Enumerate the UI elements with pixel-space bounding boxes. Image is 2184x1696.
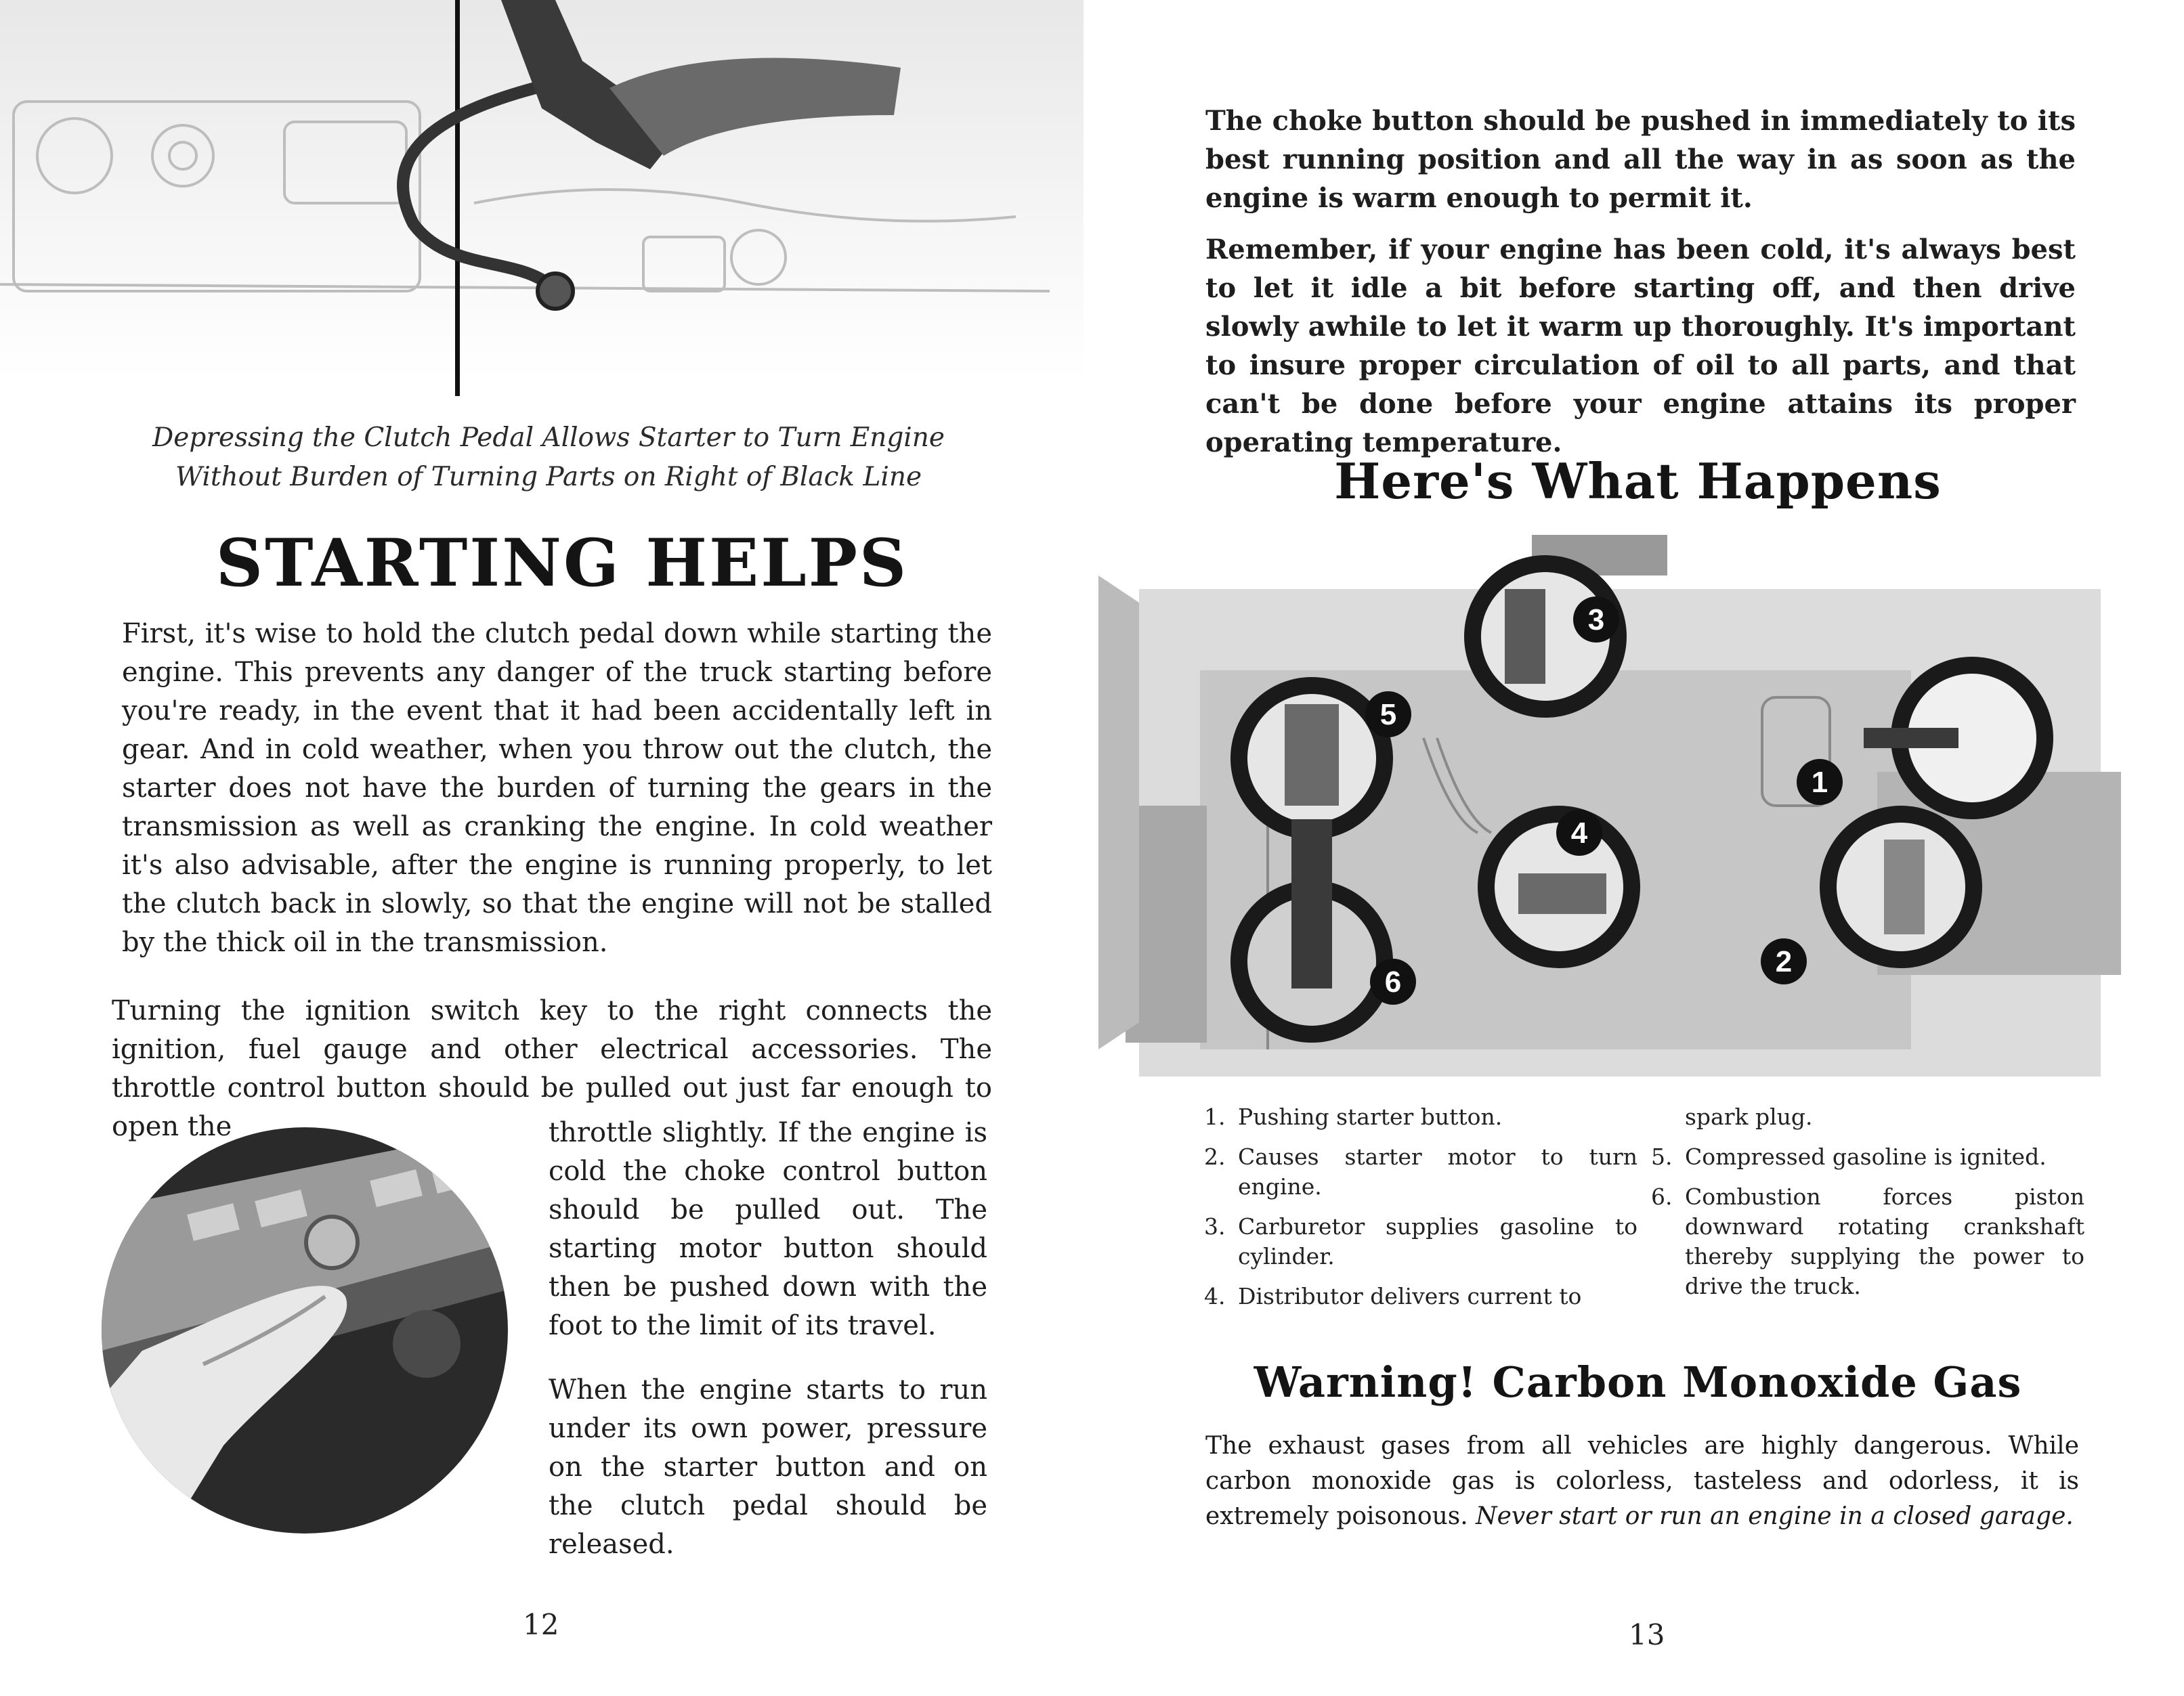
legend-number: 2. bbox=[1204, 1144, 1226, 1170]
callout-label-1: 1 bbox=[1811, 766, 1828, 799]
legend-number: 3. bbox=[1204, 1213, 1226, 1240]
engine-diagram bbox=[1098, 535, 2170, 1090]
figure-caption bbox=[122, 418, 975, 497]
callout-label-2: 2 bbox=[1775, 945, 1793, 978]
warning-text: The exhaust gases from all vehicles are highly dangerous. While carbon monoxide gas is colorless, tasteless and odorless, it is extremely poisonous. bbox=[1205, 1432, 2079, 1530]
legend-item bbox=[1651, 1182, 2084, 1301]
paragraph-throttle: throttle slightly. If the engine is cold the choke control button should be pulled out. The starting motor button should then be pushed down with the foot to the limit of its travel. bbox=[549, 1117, 987, 1341]
legend-number: 1. bbox=[1204, 1104, 1226, 1130]
paragraph-choke: The choke button should be pushed in immediately to its best running position and all the way in as soon as the engine is warm enough to permit it. bbox=[1205, 105, 2076, 214]
page-number-left: 12 bbox=[523, 1608, 559, 1641]
page-number-right: 13 bbox=[1629, 1618, 1665, 1651]
legend-number: 4. bbox=[1204, 1283, 1226, 1309]
legend-item bbox=[1204, 1212, 1637, 1271]
paragraph-ignition: Turning the ignition switch key to the right connects the ignition, fuel gauge and other electrical accessories. The throttle control button should be pulled out just far enough to open the bbox=[112, 995, 992, 1142]
legend-text: Carburetor supplies gasoline to cylinder. bbox=[1238, 1213, 1637, 1269]
callout-label-5: 5 bbox=[1379, 698, 1397, 731]
legend-text: Combustion forces piston downward rotating crankshaft thereby supplying the power to drive the truck. bbox=[1685, 1183, 2084, 1299]
legend-item bbox=[1204, 1142, 1637, 1202]
legend-text: Causes starter motor to turn engine. bbox=[1238, 1144, 1637, 1200]
callout-label-6: 6 bbox=[1384, 965, 1402, 999]
caption-line: Without Burden of Turning Parts on Right of Black Line bbox=[175, 462, 922, 492]
legend-number: 5. bbox=[1651, 1144, 1673, 1170]
legend-text: spark plug. bbox=[1685, 1104, 1813, 1130]
callout-label-4: 4 bbox=[1570, 817, 1588, 850]
callout-label-3: 3 bbox=[1587, 603, 1605, 636]
caption-line: Depressing the Clutch Pedal Allows Starter to Turn Engine bbox=[152, 422, 945, 453]
warning-italic-text: Never start or run an engine in a closed garage. bbox=[1476, 1502, 2074, 1530]
dashboard-photo bbox=[102, 1127, 508, 1534]
legend-number: 6. bbox=[1651, 1183, 1673, 1210]
heres-what-happens-heading: Here's What Happens bbox=[1334, 452, 1942, 510]
legend-item bbox=[1204, 1282, 1637, 1311]
legend-text: Pushing starter button. bbox=[1238, 1104, 1503, 1130]
clutch-pedal-illustration bbox=[0, 0, 1084, 399]
legend-item bbox=[1651, 1142, 2084, 1172]
legend-item bbox=[1651, 1102, 2084, 1132]
legend-item bbox=[1204, 1102, 1637, 1132]
paragraph-release: When the engine starts to run under its own power, pressure on the starter button and on the clutch pedal should be released. bbox=[549, 1374, 987, 1560]
warning-heading: Warning! Carbon Monoxide Gas bbox=[1254, 1357, 2022, 1407]
legend-column-1 bbox=[1204, 1102, 1637, 1322]
warning-paragraph bbox=[1205, 1429, 2079, 1534]
legend-column-2 bbox=[1651, 1102, 2084, 1311]
paragraph-clutch: First, it's wise to hold the clutch pedal down while starting the engine. This prevents any danger of the truck starting before you're ready, in the event that it had been accidentally left in gear. And in cold weather, when you throw out the clutch, the starter does not have the burden of turning the gears in the transmission as well as cranking the engine. In cold weather it's also advisable, after the engine is running properly, to let the clutch back in slowly, so that the engine will not be stalled by the thick oil in the transmission. bbox=[122, 618, 992, 958]
paragraph-warmup: Remember, if your engine has been cold, it's always best to let it idle a bit before starting off, and then drive slowly awhile to let it warm up thoroughly. It's important to insure proper circulation of oil to all parts, and that can't be done before your engine attains its proper operating temperature. bbox=[1205, 234, 2076, 458]
starting-helps-heading: STARTING HELPS bbox=[215, 525, 909, 601]
legend-text: Compressed gasoline is ignited. bbox=[1685, 1144, 2047, 1170]
legend-text: Distributor delivers current to bbox=[1238, 1283, 1582, 1309]
